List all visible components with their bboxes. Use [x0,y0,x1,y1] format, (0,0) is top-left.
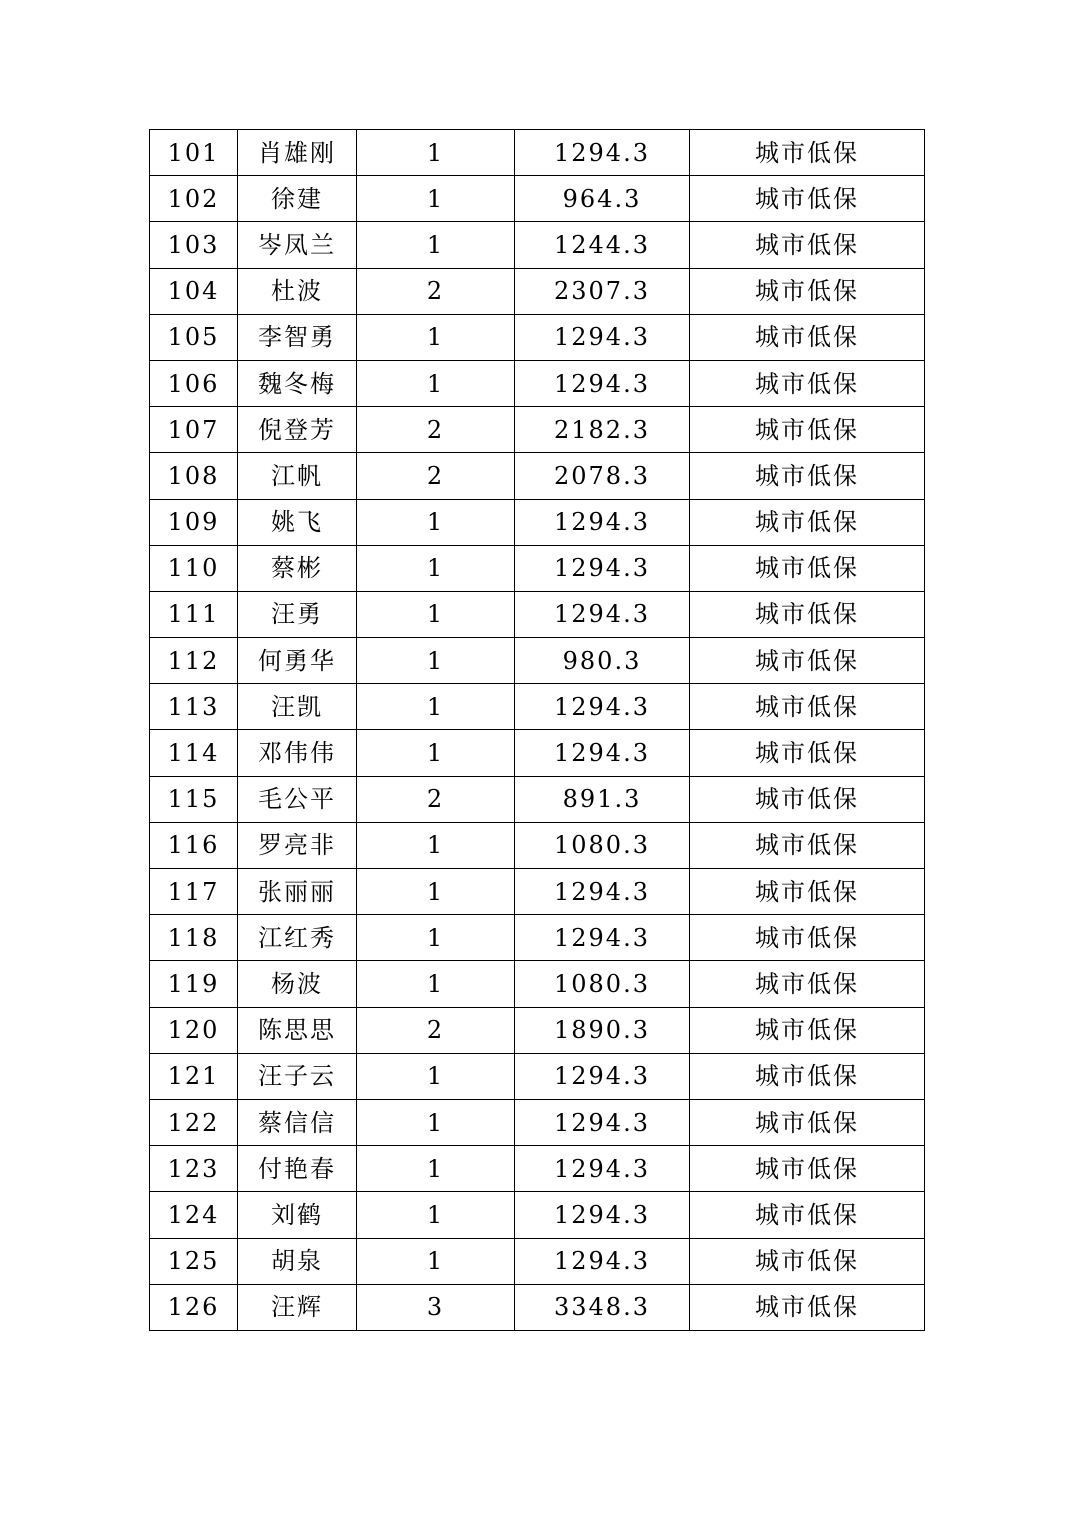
household-count-cell: 2 [357,268,515,314]
household-count-cell: 1 [357,1099,515,1145]
name-cell: 张丽丽 [238,869,357,915]
assistance-type-cell: 城市低保 [690,730,925,776]
name-cell: 何勇华 [238,638,357,684]
table-row [150,545,925,591]
household-count-cell: 1 [357,176,515,222]
amount-cell: 1080.3 [515,961,690,1007]
table-row [150,1146,925,1192]
amount-cell: 891.3 [515,776,690,822]
assistance-type-cell: 城市低保 [690,638,925,684]
amount-cell: 964.3 [515,176,690,222]
table-row [150,453,925,499]
assistance-type-cell: 城市低保 [690,1007,925,1053]
table-row [150,1099,925,1145]
table-row [150,869,925,915]
row-number-cell: 110 [150,545,238,591]
amount-cell: 1294.3 [515,591,690,637]
assistance-type-cell: 城市低保 [690,1099,925,1145]
assistance-type-cell: 城市低保 [690,684,925,730]
name-cell: 陈思思 [238,1007,357,1053]
name-cell: 肖雄刚 [238,130,357,176]
table-row [150,499,925,545]
amount-cell: 1294.3 [515,545,690,591]
household-count-cell: 1 [357,1238,515,1284]
name-cell: 毛公平 [238,776,357,822]
assistance-type-cell: 城市低保 [690,1053,925,1099]
name-cell: 汪勇 [238,591,357,637]
amount-cell: 1890.3 [515,1007,690,1053]
assistance-type-cell: 城市低保 [690,1238,925,1284]
row-number-cell: 108 [150,453,238,499]
amount-cell: 1294.3 [515,1053,690,1099]
household-count-cell: 1 [357,822,515,868]
household-count-cell: 1 [357,915,515,961]
row-number-cell: 120 [150,1007,238,1053]
amount-cell: 2182.3 [515,407,690,453]
assistance-type-cell: 城市低保 [690,1284,925,1330]
row-number-cell: 118 [150,915,238,961]
table-row [150,822,925,868]
row-number-cell: 114 [150,730,238,776]
name-cell: 汪凯 [238,684,357,730]
table-body [150,130,925,1331]
household-count-cell: 1 [357,638,515,684]
amount-cell: 1294.3 [515,684,690,730]
name-cell: 姚飞 [238,499,357,545]
table-row [150,776,925,822]
table-row [150,1238,925,1284]
household-count-cell: 1 [357,499,515,545]
amount-cell: 2078.3 [515,453,690,499]
household-count-cell: 2 [357,453,515,499]
name-cell: 汪辉 [238,1284,357,1330]
amount-cell: 1294.3 [515,869,690,915]
amount-cell: 1294.3 [515,1099,690,1145]
row-number-cell: 106 [150,360,238,406]
name-cell: 杜波 [238,268,357,314]
name-cell: 罗亮非 [238,822,357,868]
table-row [150,314,925,360]
row-number-cell: 121 [150,1053,238,1099]
assistance-type-cell: 城市低保 [690,1192,925,1238]
household-count-cell: 1 [357,869,515,915]
table-row [150,222,925,268]
table-row [150,1053,925,1099]
name-cell: 杨波 [238,961,357,1007]
household-count-cell: 1 [357,961,515,1007]
name-cell: 倪登芳 [238,407,357,453]
amount-cell: 2307.3 [515,268,690,314]
name-cell: 魏冬梅 [238,360,357,406]
name-cell: 江帆 [238,453,357,499]
row-number-cell: 116 [150,822,238,868]
table-row [150,407,925,453]
name-cell: 江红秀 [238,915,357,961]
household-count-cell: 2 [357,776,515,822]
household-count-cell: 2 [357,407,515,453]
name-cell: 徐建 [238,176,357,222]
name-cell: 蔡信信 [238,1099,357,1145]
table-row [150,730,925,776]
amount-cell: 1294.3 [515,1238,690,1284]
row-number-cell: 125 [150,1238,238,1284]
name-cell: 蔡彬 [238,545,357,591]
row-number-cell: 123 [150,1146,238,1192]
household-count-cell: 2 [357,1007,515,1053]
table-row [150,1192,925,1238]
name-cell: 邓伟伟 [238,730,357,776]
amount-cell: 1294.3 [515,1192,690,1238]
amount-cell: 1294.3 [515,730,690,776]
household-count-cell: 3 [357,1284,515,1330]
assistance-type-cell: 城市低保 [690,222,925,268]
household-count-cell: 1 [357,130,515,176]
name-cell: 刘鹤 [238,1192,357,1238]
name-cell: 李智勇 [238,314,357,360]
table-row [150,638,925,684]
assistance-type-cell: 城市低保 [690,961,925,1007]
table-row [150,684,925,730]
household-count-cell: 1 [357,360,515,406]
household-count-cell: 1 [357,730,515,776]
row-number-cell: 119 [150,961,238,1007]
name-cell: 付艳春 [238,1146,357,1192]
row-number-cell: 126 [150,1284,238,1330]
assistance-type-cell: 城市低保 [690,591,925,637]
amount-cell: 1294.3 [515,314,690,360]
household-count-cell: 1 [357,314,515,360]
table-row [150,360,925,406]
row-number-cell: 112 [150,638,238,684]
assistance-type-cell: 城市低保 [690,1146,925,1192]
row-number-cell: 105 [150,314,238,360]
row-number-cell: 102 [150,176,238,222]
row-number-cell: 104 [150,268,238,314]
household-count-cell: 1 [357,684,515,730]
row-number-cell: 107 [150,407,238,453]
household-count-cell: 1 [357,1192,515,1238]
row-number-cell: 115 [150,776,238,822]
amount-cell: 1294.3 [515,915,690,961]
name-cell: 汪子云 [238,1053,357,1099]
table-row [150,961,925,1007]
assistance-type-cell: 城市低保 [690,176,925,222]
assistance-type-cell: 城市低保 [690,776,925,822]
table-row [150,915,925,961]
table-row [150,1007,925,1053]
name-cell: 胡泉 [238,1238,357,1284]
household-count-cell: 1 [357,222,515,268]
assistance-type-cell: 城市低保 [690,545,925,591]
amount-cell: 1294.3 [515,130,690,176]
row-number-cell: 101 [150,130,238,176]
row-number-cell: 122 [150,1099,238,1145]
name-cell: 岑凤兰 [238,222,357,268]
assistance-type-cell: 城市低保 [690,407,925,453]
assistance-type-cell: 城市低保 [690,499,925,545]
assistance-type-cell: 城市低保 [690,822,925,868]
table-row [150,1284,925,1330]
row-number-cell: 109 [150,499,238,545]
row-number-cell: 103 [150,222,238,268]
row-number-cell: 111 [150,591,238,637]
assistance-type-cell: 城市低保 [690,360,925,406]
assistance-type-cell: 城市低保 [690,130,925,176]
assistance-type-cell: 城市低保 [690,314,925,360]
amount-cell: 1294.3 [515,360,690,406]
amount-cell: 3348.3 [515,1284,690,1330]
household-count-cell: 1 [357,591,515,637]
assistance-type-cell: 城市低保 [690,869,925,915]
household-count-cell: 1 [357,545,515,591]
amount-cell: 1244.3 [515,222,690,268]
table-row [150,591,925,637]
assistance-type-cell: 城市低保 [690,268,925,314]
table-row [150,130,925,176]
household-count-cell: 1 [357,1146,515,1192]
table-row [150,268,925,314]
row-number-cell: 124 [150,1192,238,1238]
amount-cell: 1294.3 [515,1146,690,1192]
amount-cell: 1080.3 [515,822,690,868]
household-count-cell: 1 [357,1053,515,1099]
beneficiary-table [149,129,925,1331]
amount-cell: 980.3 [515,638,690,684]
assistance-type-cell: 城市低保 [690,915,925,961]
assistance-type-cell: 城市低保 [690,453,925,499]
table-row [150,176,925,222]
row-number-cell: 113 [150,684,238,730]
row-number-cell: 117 [150,869,238,915]
amount-cell: 1294.3 [515,499,690,545]
